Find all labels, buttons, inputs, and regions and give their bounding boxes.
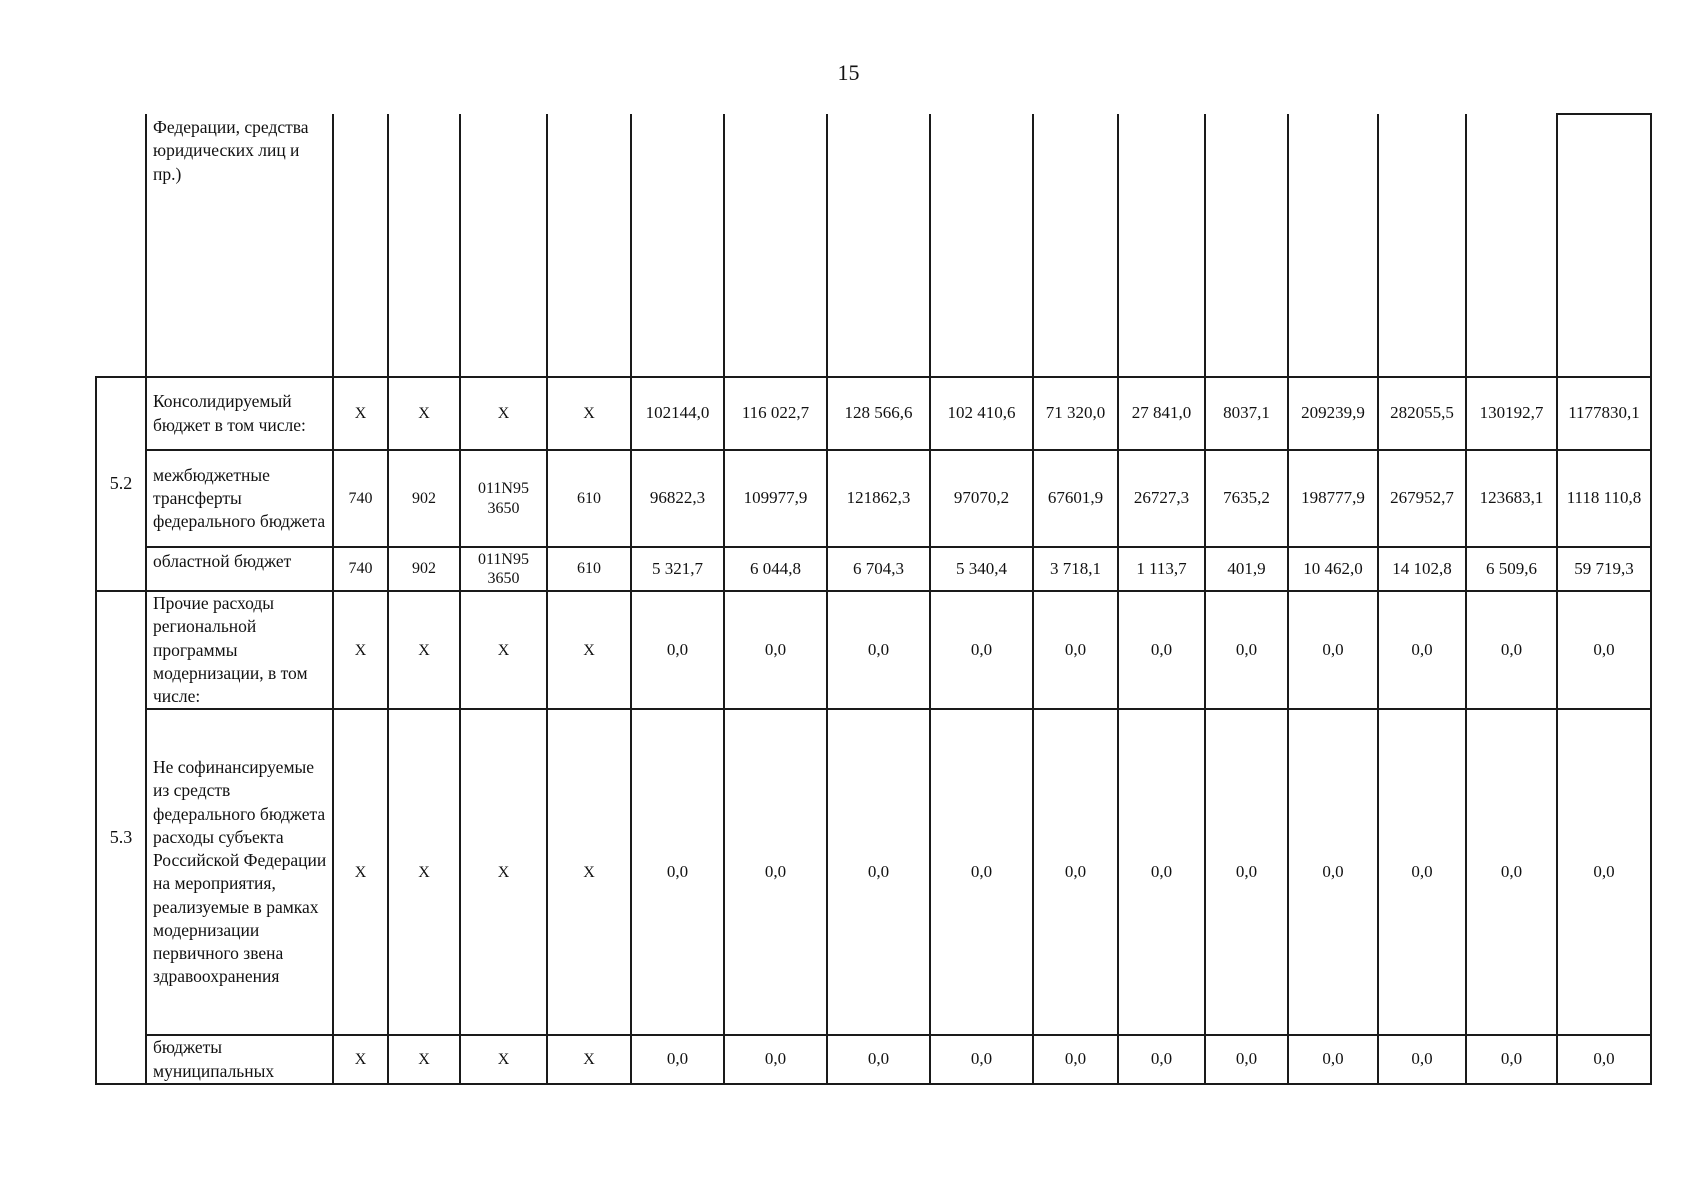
value-cell: 6 704,3 [827,547,930,591]
kbk-cell: 011N95 3650 [460,547,547,591]
table-row [96,591,1651,709]
kbk-cell: X [460,709,547,1035]
value-cell: 67601,9 [1033,450,1118,547]
value-cell [1288,114,1378,377]
value-cell: 0,0 [1118,1035,1205,1084]
value-cell: 0,0 [1118,709,1205,1035]
value-cell: 0,0 [827,1035,930,1084]
kbk-cell: X [547,1035,631,1084]
kbk-cell: X [547,591,631,709]
kbk-cell: X [388,591,460,709]
table-row [96,1035,1651,1084]
kbk-cell: X [460,377,547,450]
value-cell [827,114,930,377]
value-cell: 0,0 [1205,591,1288,709]
value-cell: 5 321,7 [631,547,724,591]
budget-table [95,113,1652,1085]
table-row [96,450,1651,547]
table-row [96,377,1651,450]
value-cell: 0,0 [631,591,724,709]
value-cell: 0,0 [930,1035,1033,1084]
row-name-cell: Федерации, средства юридических лиц и пр.) [146,114,333,377]
value-cell: 0,0 [1378,709,1466,1035]
kbk-cell [547,114,631,377]
value-cell: 71 320,0 [1033,377,1118,450]
value-cell: 7635,2 [1205,450,1288,547]
kbk-cell: X [333,709,388,1035]
kbk-cell: 740 [333,450,388,547]
value-cell [724,114,827,377]
value-cell: 130192,7 [1466,377,1557,450]
value-cell: 0,0 [1288,1035,1378,1084]
value-cell: 27 841,0 [1118,377,1205,450]
kbk-cell: X [388,377,460,450]
value-cell: 0,0 [1033,591,1118,709]
value-cell: 116 022,7 [724,377,827,450]
value-cell: 0,0 [1466,1035,1557,1084]
value-cell: 121862,3 [827,450,930,547]
value-cell: 282055,5 [1378,377,1466,450]
table-row [96,547,1651,591]
value-cell: 0,0 [1557,709,1651,1035]
kbk-cell: X [547,709,631,1035]
index-cell [96,114,146,377]
value-cell [1033,114,1118,377]
row-name-cell: межбюджетные трансферты федерального бюджета [146,450,333,547]
value-cell: 10 462,0 [1288,547,1378,591]
value-cell: 0,0 [724,1035,827,1084]
row-name-cell: Консолидируемый бюджет в том числе: [146,377,333,450]
kbk-cell: 740 [333,547,388,591]
value-cell: 0,0 [1557,591,1651,709]
value-cell [1378,114,1466,377]
kbk-cell: 902 [388,547,460,591]
value-cell: 0,0 [827,709,930,1035]
table-row [96,709,1651,1035]
value-cell: 209239,9 [1288,377,1378,450]
value-cell: 0,0 [631,1035,724,1084]
value-cell: 0,0 [930,709,1033,1035]
kbk-cell: X [388,709,460,1035]
row-name-cell: бюджеты муниципальных [146,1035,333,1084]
value-cell: 0,0 [1288,709,1378,1035]
table-row [96,114,1651,377]
value-cell: 0,0 [1205,709,1288,1035]
value-cell: 0,0 [631,709,724,1035]
value-cell [1557,114,1651,377]
value-cell: 26727,3 [1118,450,1205,547]
kbk-cell: 610 [547,450,631,547]
value-cell: 0,0 [1205,1035,1288,1084]
value-cell: 5 340,4 [930,547,1033,591]
value-cell: 0,0 [1557,1035,1651,1084]
value-cell: 0,0 [724,591,827,709]
value-cell: 0,0 [930,591,1033,709]
value-cell: 0,0 [1378,591,1466,709]
value-cell: 102144,0 [631,377,724,450]
value-cell: 1 113,7 [1118,547,1205,591]
value-cell [1118,114,1205,377]
value-cell [631,114,724,377]
value-cell [1205,114,1288,377]
value-cell: 6 509,6 [1466,547,1557,591]
value-cell: 267952,7 [1378,450,1466,547]
value-cell [930,114,1033,377]
value-cell: 102 410,6 [930,377,1033,450]
value-cell: 1118 110,8 [1557,450,1651,547]
row-name-cell: Не софинансируемые из средств федерального бюджета расходы субъекта Российской Федерации на мероприятия, реализуемые в рамках модернизации первичного звена здравоохранения [146,709,333,1035]
value-cell: 109977,9 [724,450,827,547]
row-name-cell: Прочие расходы региональной программы модернизации, в том числе: [146,591,333,709]
value-cell: 0,0 [1378,1035,1466,1084]
value-cell: 128 566,6 [827,377,930,450]
value-cell: 0,0 [827,591,930,709]
value-cell: 198777,9 [1288,450,1378,547]
value-cell: 0,0 [1466,591,1557,709]
value-cell: 97070,2 [930,450,1033,547]
value-cell: 8037,1 [1205,377,1288,450]
kbk-cell: X [460,1035,547,1084]
kbk-cell: X [460,591,547,709]
value-cell: 0,0 [724,709,827,1035]
kbk-cell: 902 [388,450,460,547]
value-cell: 0,0 [1466,709,1557,1035]
value-cell: 123683,1 [1466,450,1557,547]
value-cell: 14 102,8 [1378,547,1466,591]
value-cell: 401,9 [1205,547,1288,591]
row-name-cell: областной бюджет [146,547,333,591]
kbk-cell [460,114,547,377]
value-cell: 96822,3 [631,450,724,547]
kbk-cell [333,114,388,377]
value-cell: 59 719,3 [1557,547,1651,591]
page-number: 15 [837,60,860,85]
value-cell: 1177830,1 [1557,377,1651,450]
row-index-cell: 5.3 [96,591,146,1084]
value-cell: 0,0 [1033,709,1118,1035]
kbk-cell: X [547,377,631,450]
kbk-cell [388,114,460,377]
row-index-cell: 5.2 [96,377,146,591]
kbk-cell: 011N95 3650 [460,450,547,547]
value-cell: 0,0 [1288,591,1378,709]
value-cell: 3 718,1 [1033,547,1118,591]
value-cell: 0,0 [1118,591,1205,709]
value-cell: 0,0 [1033,1035,1118,1084]
kbk-cell: X [388,1035,460,1084]
value-cell [1466,114,1557,377]
kbk-cell: X [333,591,388,709]
kbk-cell: 610 [547,547,631,591]
kbk-cell: X [333,1035,388,1084]
kbk-cell: X [333,377,388,450]
value-cell: 6 044,8 [724,547,827,591]
